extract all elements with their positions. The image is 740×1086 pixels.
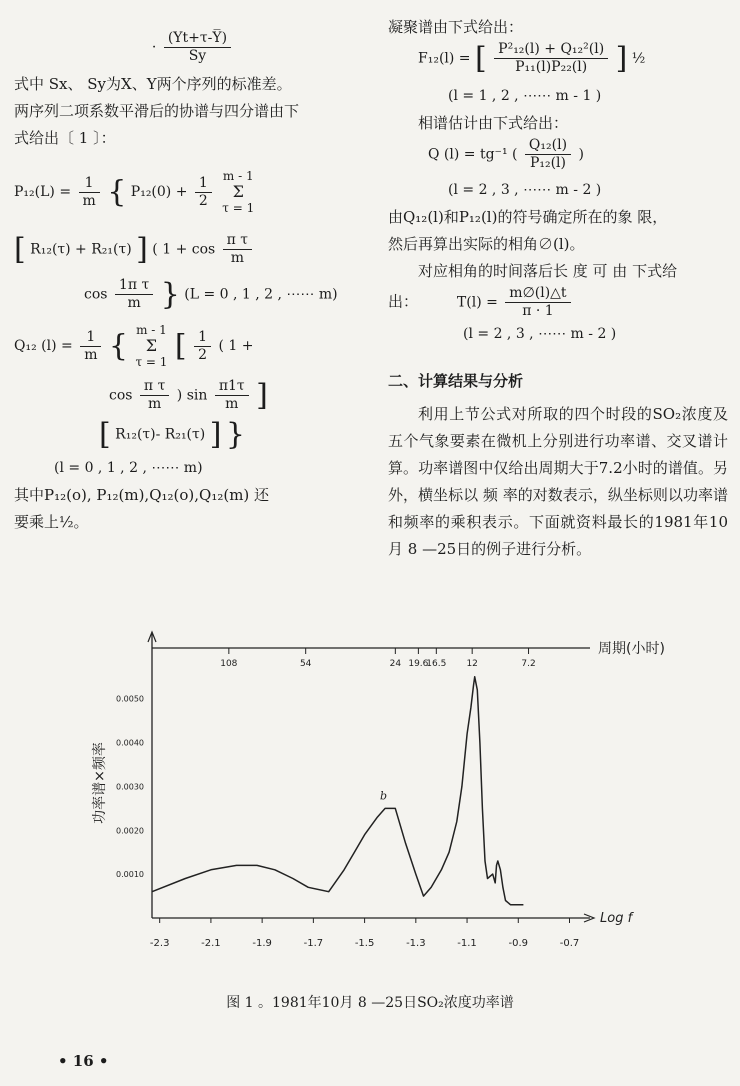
text-line: 式给出〔 1 〕： bbox=[14, 129, 116, 147]
spectrum-line bbox=[152, 677, 523, 905]
top-tick-label: 54 bbox=[299, 659, 312, 669]
q12-lhs: Q₁₂ (l) = bbox=[14, 338, 73, 354]
x-tick-label: -0.7 bbox=[559, 938, 580, 949]
frac-half bbox=[194, 329, 211, 364]
text-line: 要乘上½。 bbox=[14, 512, 89, 531]
y-tick-label: 0.0030 bbox=[116, 782, 144, 792]
formula-q bbox=[388, 137, 728, 177]
range-line: (l = 2 , 3 , ⋯⋯ m - 2 ) bbox=[463, 326, 617, 342]
frac-num: P²₁₂(l) + Q₁₂²(l) bbox=[494, 41, 608, 59]
brace-open: { bbox=[108, 328, 129, 364]
std-fraction-num: (Yt+τ-Y̅) bbox=[164, 30, 231, 48]
cos-part: ( 1 + cos bbox=[152, 241, 216, 258]
t-fraction bbox=[505, 285, 570, 320]
frac-num: m∅(l)△t bbox=[505, 285, 570, 303]
frac-den: P₁₁(l)P₂₂(l) bbox=[515, 59, 588, 75]
top-tick-label: 108 bbox=[220, 659, 238, 669]
frac-l-pi-tau bbox=[115, 277, 153, 312]
bracket-open: [ bbox=[474, 41, 487, 76]
frac-num: 1 bbox=[79, 175, 100, 193]
bracket-open: [ bbox=[14, 232, 26, 267]
sigma-block bbox=[222, 168, 254, 216]
x-tick-label: -1.5 bbox=[354, 938, 375, 949]
bracket-close: ] bbox=[209, 417, 222, 452]
frac-den: m bbox=[147, 396, 162, 412]
frac-pi-tau bbox=[140, 378, 169, 413]
sigma-top: m - 1 bbox=[136, 323, 167, 337]
frac-num: π τ bbox=[140, 378, 169, 396]
section-heading: 二、计算结果与分析 bbox=[388, 372, 524, 390]
range-line: (l = 1 , 2 , ⋯⋯ m - 1 ) bbox=[448, 88, 602, 104]
frac-pi-l-tau bbox=[215, 378, 249, 413]
frac-den: m bbox=[82, 192, 96, 209]
top-tick-label: 7.2 bbox=[521, 659, 536, 669]
frac-den: P₁₂(l) bbox=[529, 155, 566, 171]
frac-den: π · 1 bbox=[522, 303, 554, 319]
q-close: ) bbox=[578, 146, 584, 163]
y-tick-label: 0.0050 bbox=[116, 694, 144, 704]
frac-den: m bbox=[127, 295, 141, 311]
text-line: 式中 Sx、 Sy为X、Y两个序列的标准差。 bbox=[14, 75, 292, 93]
frac-num: Q₁₂(l) bbox=[525, 137, 571, 155]
y-tick-label: 0.0040 bbox=[116, 738, 144, 748]
y-tick-label: 0.0010 bbox=[116, 870, 144, 880]
x-tick-label: -0.9 bbox=[508, 938, 529, 949]
sigma-block bbox=[135, 322, 167, 370]
formula-f12 bbox=[388, 41, 728, 83]
sigma-top: m - 1 bbox=[222, 169, 254, 183]
formula-t bbox=[388, 285, 728, 321]
l-range-line: (l = 0 , 1 , 2 , ⋯⋯ m) bbox=[54, 459, 203, 476]
q-fraction bbox=[525, 137, 571, 172]
right-column bbox=[388, 14, 728, 563]
frac-1-m bbox=[79, 175, 100, 210]
formula-cos-line bbox=[14, 277, 372, 312]
sin-part: ) sin bbox=[176, 387, 208, 404]
text-line: 两序列二项系数平滑后的协谱与四分谱由下 bbox=[14, 102, 300, 120]
t-lhs: T(l) = bbox=[456, 294, 498, 311]
x-tick-label: -2.1 bbox=[201, 938, 221, 949]
bracket-close: ] bbox=[615, 41, 628, 76]
frac-den: 2 bbox=[198, 192, 208, 209]
formula-rdiff-line bbox=[14, 417, 372, 452]
top-axis-label: 周期(小时) bbox=[598, 641, 665, 657]
text-line: 对应相角的时间落后长 度 可 由 下式给 bbox=[418, 262, 678, 280]
frac-num: 1 bbox=[80, 329, 101, 347]
figure-caption: 图 1 。1981年10月 8 —25日SO₂浓度功率谱 bbox=[226, 995, 514, 1011]
text-line: 由Q₁₂(l)和P₁₂(l)的符号确定所在的象 限， bbox=[388, 208, 668, 226]
frac-num: π τ bbox=[223, 232, 252, 250]
top-tick-label: 12 bbox=[466, 659, 478, 669]
sigma-symbol: Σ bbox=[232, 182, 244, 201]
top-tick-label: 16.5 bbox=[426, 659, 447, 669]
left-column bbox=[14, 30, 372, 536]
sigma-bottom: τ = 1 bbox=[222, 201, 255, 215]
power-spectrum-chart bbox=[90, 618, 690, 970]
frac-den: m bbox=[84, 346, 98, 363]
text-inline: 出： bbox=[388, 292, 419, 311]
q-half-tail: ( 1 + bbox=[218, 338, 254, 354]
frac-pi-tau bbox=[223, 232, 252, 267]
x-axis-label: Log f bbox=[600, 911, 633, 926]
text-line: 然后再算出实际的相角∅(l)。 bbox=[388, 235, 585, 253]
formula-p12 bbox=[14, 168, 372, 218]
range-line: (l = 2 , 3 , ⋯⋯ m - 2 ) bbox=[448, 182, 602, 198]
page-number: • 16 • bbox=[58, 1052, 109, 1070]
q-lhs: Q (l) = tg⁻¹ ( bbox=[428, 146, 518, 163]
frac-den: 2 bbox=[198, 346, 207, 363]
brace-close: } bbox=[160, 277, 180, 312]
frac-num: 1 bbox=[195, 175, 212, 193]
bracket-close: ] bbox=[136, 232, 148, 267]
text-line: 相谱估计由下式给出： bbox=[418, 114, 569, 132]
r-diff: R₁₂(τ)- R₂₁(τ) bbox=[115, 426, 206, 443]
bracket-open: [ bbox=[174, 328, 187, 364]
frac-half bbox=[195, 175, 212, 210]
std-fraction-den: Sy bbox=[188, 48, 207, 64]
x-tick-label: -1.7 bbox=[303, 938, 324, 949]
text-line: 凝聚谱由下式给出： bbox=[388, 18, 524, 36]
p12-lhs: P₁₂(L) = bbox=[14, 184, 72, 200]
r-sum: R₁₂(τ) + R₂₁(τ) bbox=[30, 241, 132, 258]
f12-fraction bbox=[494, 41, 608, 76]
brace-open: { bbox=[107, 174, 127, 210]
sigma-bottom: τ = 1 bbox=[135, 355, 168, 369]
formula-line-std bbox=[14, 30, 372, 65]
y-tick-label: 0.0020 bbox=[116, 826, 144, 836]
bracket-open: [ bbox=[99, 417, 111, 452]
l-range: (L = 0 , 1 , 2 , ⋯⋯ m) bbox=[184, 286, 338, 303]
x-tick-label: -2.3 bbox=[149, 938, 170, 949]
formula-prefix: · bbox=[151, 39, 157, 56]
y-axis-label: 功率谱×频率 bbox=[92, 742, 108, 824]
text-line: 其中P₁₂(o), P₁₂(m),Q₁₂(o),Q₁₂(m) 还 bbox=[14, 485, 270, 504]
f12-lhs: F₁₂(l) = bbox=[418, 50, 471, 67]
formula-sin-line: cos $\frac{\text{π τ}}{m}$ ) sin $\frac{\pi 1\tau}{m}$ ] bbox=[109, 378, 268, 413]
brace-close: } bbox=[225, 417, 245, 452]
formula-q12 bbox=[14, 322, 372, 370]
body-paragraph: 利用上节公式对所取的四个时段的SO₂浓度及五个气象要素在微机上分别进行功率谱、交叉谱计算。功率谱图中仅给出周期大于7.2小时的谱值。另外，横坐标以 频 率的对数表示，纵坐标则以功率谱和频率的乘积表示。下面就资料最长的1981年10月 8 —25日的例子进行分析。 bbox=[388, 405, 728, 558]
x-tick-label: -1.9 bbox=[252, 938, 272, 949]
frac-1-m bbox=[80, 329, 101, 364]
frac-num: 1π τ bbox=[115, 277, 153, 295]
p12-body: P₁₂(0) + bbox=[130, 184, 188, 200]
x-tick-label: -1.3 bbox=[406, 938, 426, 949]
peak-annotation: b bbox=[379, 789, 388, 803]
formula-r-line bbox=[14, 232, 372, 267]
cos2-part: cos bbox=[84, 286, 108, 303]
top-tick-label: 19.6 bbox=[408, 659, 429, 669]
x-tick-label: -1.1 bbox=[457, 938, 477, 949]
frac-den: m bbox=[230, 250, 244, 266]
f12-power: ½ bbox=[631, 50, 646, 67]
frac-num: 1 bbox=[194, 329, 211, 347]
std-fraction bbox=[164, 30, 231, 65]
frac-num: π1τ bbox=[215, 378, 249, 396]
top-tick-label: 24 bbox=[389, 659, 402, 669]
bracket-close: ] bbox=[256, 378, 268, 413]
frac-den: m bbox=[225, 396, 239, 412]
sigma-symbol: Σ bbox=[145, 336, 158, 355]
